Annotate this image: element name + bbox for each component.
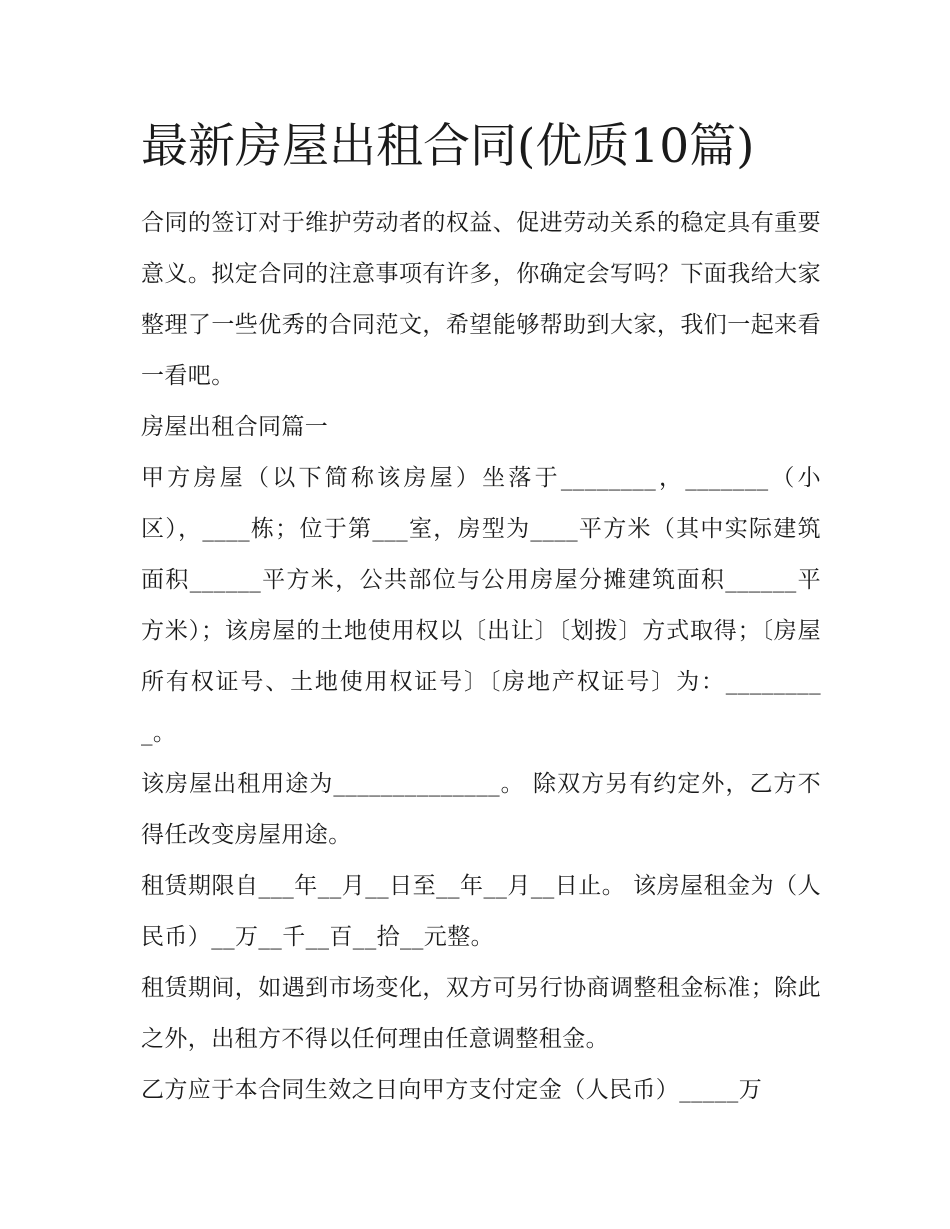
document-body xyxy=(141,198,821,1116)
document-title: 最新房屋出租合同(优质10篇) xyxy=(141,119,755,174)
intro-paragraph: 合同的签订对于维护劳动者的权益、促进劳动关系的稳定具有重要意义。拟定合同的注意事项有许多，你确定会写吗？下面我给大家整理了一些优秀的合同范文，希望能够帮助到大家，我们一起来看一看吧。 xyxy=(141,210,821,389)
property-paragraph: 甲方房屋（以下简称该房屋）坐落于________，_______（小区），____栋；位于第___室，房型为____平方米（其中实际建筑面积______平方米，公共部位与公用房屋分摊建筑面积______平方米）；该房屋的土地使用权以〔出让〕〔划拨〕方式取得；〔房屋所有权证号、土地使用权证号〕〔房地产权证号〕为：_________。 xyxy=(141,465,821,746)
deposit-paragraph: 乙方应于本合同生效之日向甲方支付定金（人民币）_____万 xyxy=(141,1077,763,1103)
rent-adjustment-paragraph: 租赁期间，如遇到市场变化，双方可另行协商调整租金标准；除此之外，出租方不得以任何理由任意调整租金。 xyxy=(141,975,821,1052)
lease-term-paragraph: 租赁期限自___年__月__日至__年__月__日止。 该房屋租金为（人民币）__万__千__百__拾__元整。 xyxy=(141,873,821,950)
section-heading: 房屋出租合同篇一 xyxy=(141,414,329,440)
usage-paragraph: 该房屋出租用途为______________。 除双方另有约定外，乙方不得任改变房屋用途。 xyxy=(141,771,821,848)
